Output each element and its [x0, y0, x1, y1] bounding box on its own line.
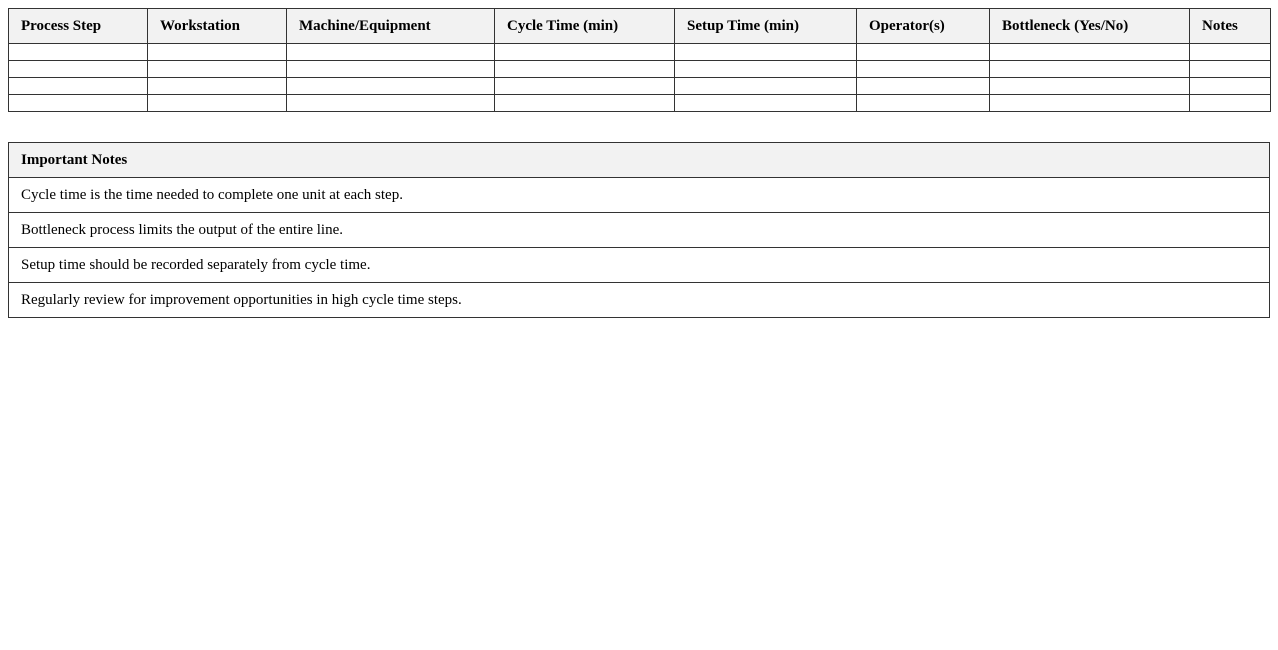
table-cell[interactable] [9, 95, 148, 112]
table-cell[interactable] [990, 78, 1190, 95]
table-row [9, 61, 1271, 78]
notes-header-row [9, 143, 1270, 178]
list-item [9, 213, 1270, 248]
column-header-cycle-time: Cycle Time (min) [495, 9, 675, 44]
table-cell[interactable] [1190, 95, 1271, 112]
column-header-setup-time: Setup Time (min) [675, 9, 857, 44]
table-cell[interactable] [148, 44, 287, 61]
table-cell[interactable] [1190, 78, 1271, 95]
document-body [8, 8, 1270, 318]
table-cell[interactable] [148, 61, 287, 78]
table-cell[interactable] [495, 44, 675, 61]
table-cell[interactable] [857, 44, 990, 61]
table-cell[interactable] [9, 61, 148, 78]
table-cell[interactable] [1190, 61, 1271, 78]
table-cell[interactable] [495, 61, 675, 78]
table-cell[interactable] [9, 78, 148, 95]
table-cell[interactable] [675, 95, 857, 112]
table-cell[interactable] [990, 44, 1190, 61]
column-header-notes: Notes [1190, 9, 1271, 44]
table-cell[interactable] [675, 61, 857, 78]
column-header-bottleneck: Bottleneck (Yes/No) [990, 9, 1190, 44]
notes-title: Important Notes [9, 143, 1270, 178]
table-cell[interactable] [495, 95, 675, 112]
column-header-operators: Operator(s) [857, 9, 990, 44]
list-item [9, 178, 1270, 213]
table-row [9, 44, 1271, 61]
note-setup-time: Setup time should be recorded separately from cycle time. [9, 248, 1270, 283]
note-bottleneck: Bottleneck process limits the output of the entire line. [9, 213, 1270, 248]
list-item [9, 248, 1270, 283]
table-cell[interactable] [495, 78, 675, 95]
table-row [9, 78, 1271, 95]
note-cycle-time: Cycle time is the time needed to complete one unit at each step. [9, 178, 1270, 213]
table-cell[interactable] [990, 95, 1190, 112]
table-cell[interactable] [148, 78, 287, 95]
column-header-machine-equipment: Machine/Equipment [287, 9, 495, 44]
table-cell[interactable] [857, 95, 990, 112]
process-table-header-row [9, 9, 1271, 44]
table-cell[interactable] [148, 95, 287, 112]
column-header-workstation: Workstation [148, 9, 287, 44]
table-cell[interactable] [675, 44, 857, 61]
process-table [8, 8, 1271, 112]
table-cell[interactable] [1190, 44, 1271, 61]
list-item [9, 283, 1270, 318]
note-review: Regularly review for improvement opportunities in high cycle time steps. [9, 283, 1270, 318]
table-cell[interactable] [287, 78, 495, 95]
table-cell[interactable] [675, 78, 857, 95]
table-row [9, 95, 1271, 112]
table-cell[interactable] [9, 44, 148, 61]
table-cell[interactable] [287, 44, 495, 61]
table-cell[interactable] [990, 61, 1190, 78]
important-notes-table [8, 142, 1270, 318]
table-cell[interactable] [857, 78, 990, 95]
table-cell[interactable] [287, 95, 495, 112]
table-cell[interactable] [287, 61, 495, 78]
table-cell[interactable] [857, 61, 990, 78]
column-header-process-step: Process Step [9, 9, 148, 44]
